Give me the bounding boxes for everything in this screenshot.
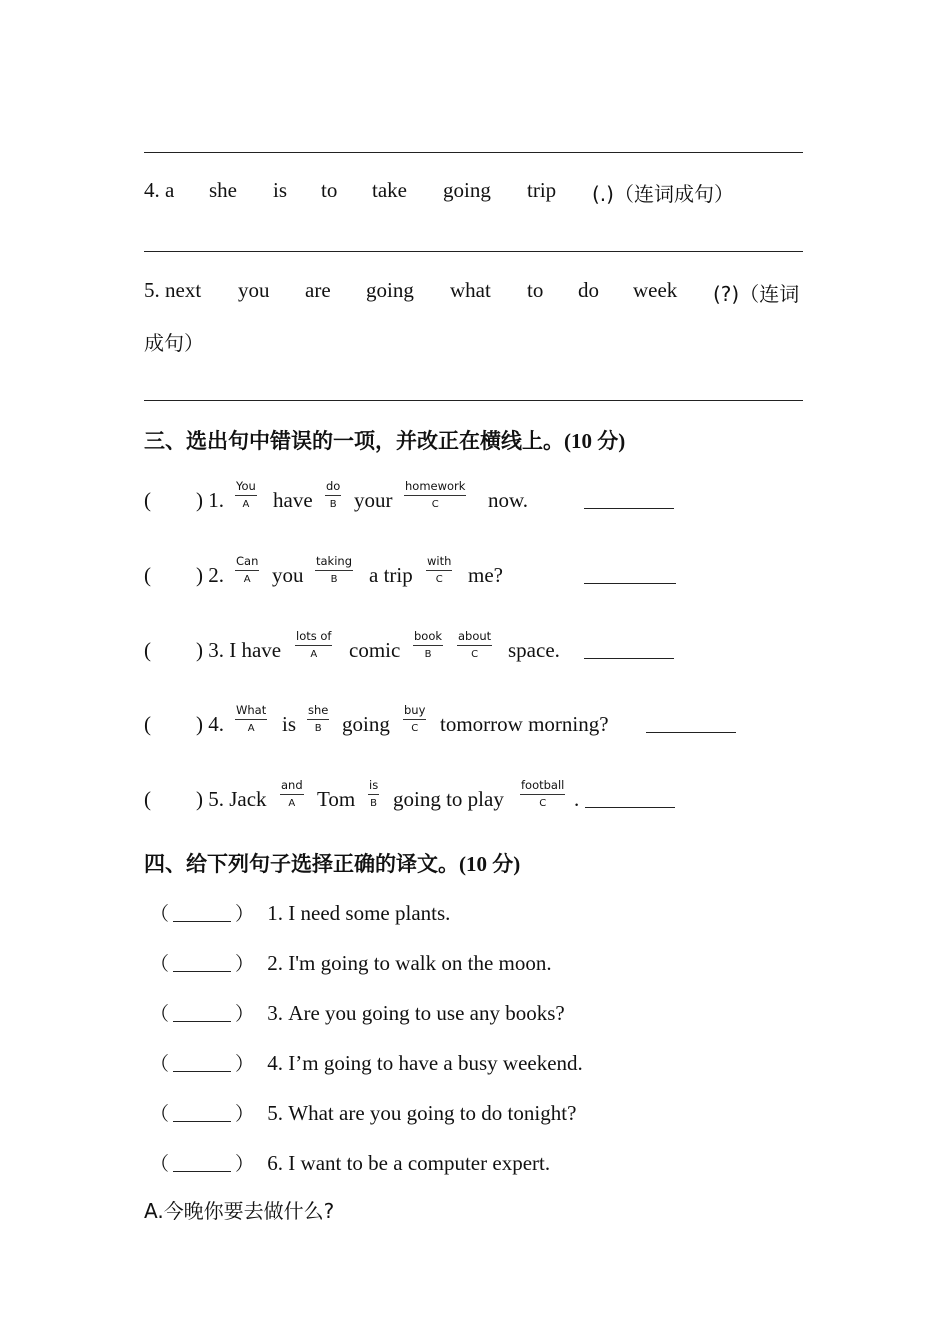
- sentence: 3. Are you going to use any books?: [267, 1001, 565, 1025]
- error-question-4: [144, 704, 844, 744]
- section-title-text: 四、给下列句子选择正确的译文。: [144, 852, 459, 876]
- sentence: 5. What are you going to do tonight?: [267, 1101, 577, 1125]
- answer-blank[interactable]: [173, 903, 231, 922]
- option-b: she B: [308, 703, 329, 734]
- paren-open: （: [150, 1153, 170, 1175]
- word: 5. next: [144, 278, 202, 302]
- section-4-title: [144, 848, 520, 878]
- word: you: [238, 278, 270, 302]
- answer-blank[interactable]: [173, 953, 231, 972]
- question-number: ) 3. I have: [196, 638, 282, 662]
- paren-open: （: [150, 1003, 170, 1025]
- answer-paren[interactable]: (: [144, 712, 151, 736]
- answer-blank[interactable]: [173, 1053, 231, 1072]
- option-c: football C: [521, 778, 565, 809]
- option-b: taking B: [316, 554, 352, 585]
- translation-item-6: [150, 1149, 550, 1176]
- answer-blank[interactable]: [173, 1103, 231, 1122]
- sentence-text: tomorrow morning?: [440, 712, 609, 736]
- word: going: [366, 278, 414, 302]
- section-score: (10 分): [459, 852, 521, 876]
- option-c: homework C: [405, 479, 466, 510]
- question-number: ) 2.: [196, 563, 224, 587]
- answer-blank[interactable]: [173, 1153, 231, 1172]
- sentence-text: .: [574, 787, 580, 811]
- sentence: 6. I want to be a computer expert.: [267, 1151, 551, 1175]
- word: 4. a: [144, 178, 175, 202]
- sentence-text: going: [342, 712, 390, 736]
- word: take: [372, 178, 407, 202]
- translation-item-1: [150, 899, 450, 926]
- instruction-continued: 成句）: [144, 331, 204, 355]
- word: to: [321, 178, 338, 202]
- option-b: is B: [369, 778, 379, 809]
- sentence-text: me?: [468, 563, 503, 587]
- correction-blank[interactable]: [646, 732, 736, 733]
- answer-paren[interactable]: (: [144, 787, 151, 811]
- answer-blank[interactable]: [173, 1003, 231, 1022]
- correction-blank[interactable]: [584, 508, 674, 509]
- option-a: What A: [236, 703, 267, 734]
- error-question-1: [144, 480, 844, 520]
- paren-close: ）: [235, 953, 255, 975]
- section-3-title: [144, 425, 625, 455]
- option-b: do B: [326, 479, 341, 510]
- answer-paren[interactable]: (: [144, 638, 151, 662]
- answer-paren[interactable]: (: [144, 563, 151, 587]
- paren-close: ）: [235, 1153, 255, 1175]
- paren-close: ）: [235, 1103, 255, 1125]
- instruction: (?)（连词: [713, 282, 800, 306]
- sentence-text: you: [272, 563, 304, 587]
- answer-line-3: [144, 152, 803, 153]
- error-question-2: [144, 555, 844, 595]
- correction-blank[interactable]: [584, 583, 676, 584]
- paren-open: （: [150, 1103, 170, 1125]
- option-c: buy C: [404, 703, 426, 734]
- section-title-text: 三、选出句中错误的一项，并改正在横线上。: [144, 429, 564, 453]
- sentence-text: a trip: [369, 563, 413, 587]
- option-a: and A: [281, 778, 303, 809]
- choice-a: A.今晚你要去做什么?: [144, 1199, 335, 1223]
- translation-item-2: [150, 949, 552, 976]
- word: trip: [527, 178, 557, 202]
- sentence-text: your: [354, 488, 393, 512]
- question-number: ) 5. Jack: [196, 787, 267, 811]
- error-question-5: [144, 779, 844, 819]
- section-score: (10 分): [564, 429, 626, 453]
- correction-blank[interactable]: [585, 807, 675, 808]
- paren-open: （: [150, 1053, 170, 1075]
- translation-item-5: [150, 1099, 576, 1126]
- option-b: book B: [414, 629, 443, 660]
- paren-open: （: [150, 903, 170, 925]
- paren-close: ）: [235, 1053, 255, 1075]
- word: do: [578, 278, 599, 302]
- word: are: [305, 278, 331, 302]
- option-a: Can A: [236, 554, 259, 585]
- sentence-text: going to play: [393, 787, 504, 811]
- word: what: [450, 278, 491, 302]
- sentence: 4. I’m going to have a busy weekend.: [267, 1051, 583, 1075]
- sentence: 1. I need some plants.: [267, 901, 451, 925]
- sentence-text: comic: [349, 638, 401, 662]
- instruction: (.)（连词成句）: [592, 182, 734, 206]
- question-number: ) 4.: [196, 712, 224, 736]
- sentence-text: Tom: [317, 787, 356, 811]
- option-c: about C: [458, 629, 492, 660]
- answer-line-5: [144, 400, 803, 401]
- translation-item-4: [150, 1049, 583, 1076]
- sentence-text: is: [282, 712, 297, 736]
- paren-open: （: [150, 953, 170, 975]
- option-a: lots of A: [296, 629, 332, 660]
- correction-blank[interactable]: [584, 658, 674, 659]
- word: to: [527, 278, 544, 302]
- word: going: [443, 178, 491, 202]
- question-number: ) 1.: [196, 488, 224, 512]
- word: week: [633, 278, 678, 302]
- sentence: 2. I'm going to walk on the moon.: [267, 951, 552, 975]
- sentence-text: space.: [508, 638, 560, 662]
- answer-line-4: [144, 251, 803, 252]
- paren-close: ）: [235, 1003, 255, 1025]
- translation-item-3: [150, 999, 565, 1026]
- sentence-text: have: [273, 488, 313, 512]
- word: is: [273, 178, 288, 202]
- word: she: [209, 178, 237, 202]
- sentence-text: now.: [488, 488, 529, 512]
- option-c: with C: [427, 554, 452, 585]
- paren-close: ）: [235, 903, 255, 925]
- option-a: You A: [236, 479, 256, 510]
- error-question-3: [144, 630, 844, 670]
- answer-paren[interactable]: (: [144, 488, 151, 512]
